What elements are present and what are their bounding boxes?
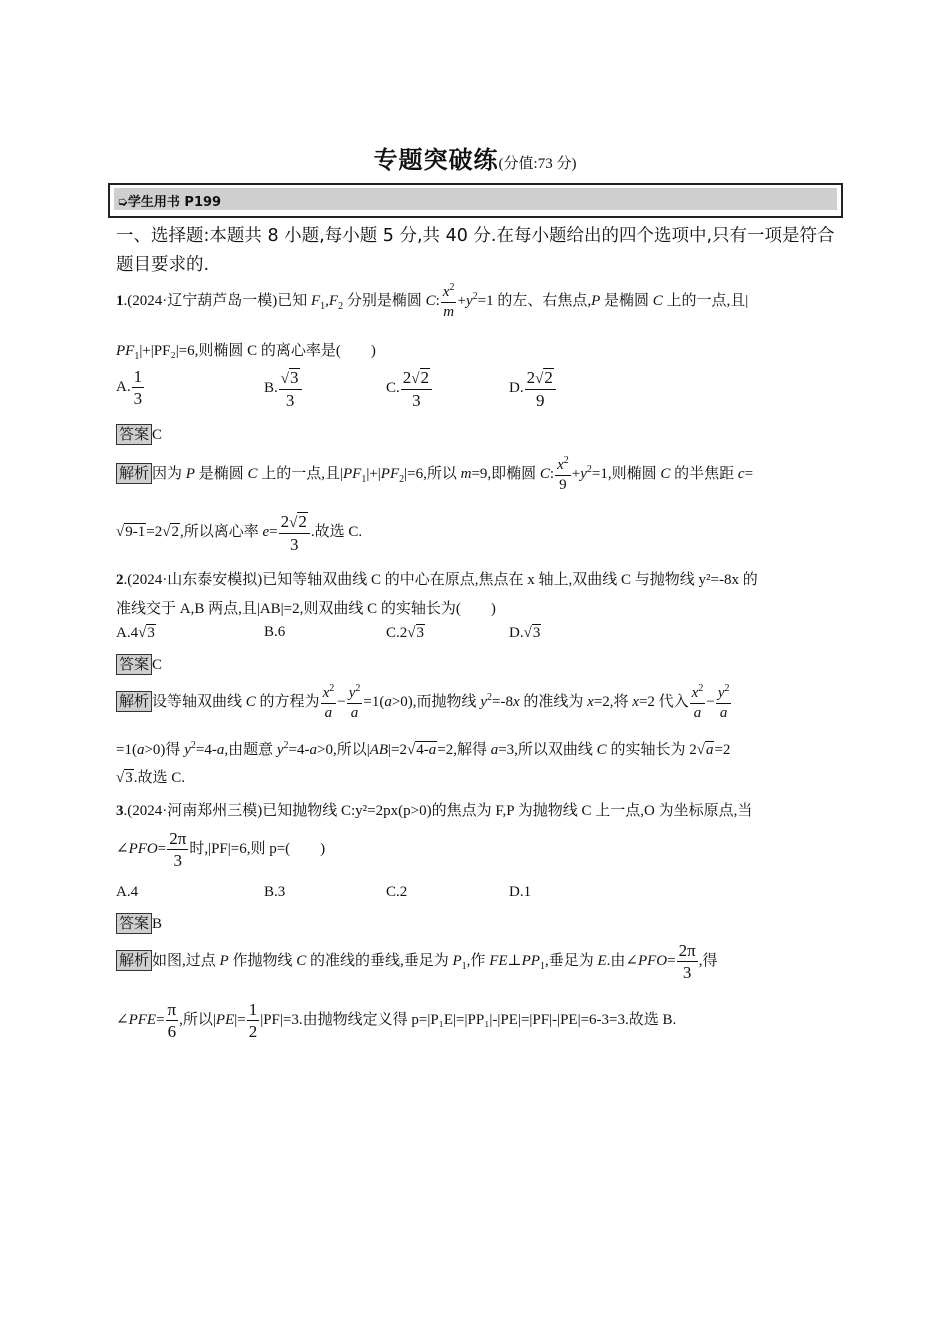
section-heading: 一、选择题:本题共 8 小题,每小题 5 分,共 40 分.在每小题给出的四个选项中,只有一项是符合题目要求的.	[116, 226, 835, 275]
analysis-label: 解析	[116, 950, 152, 971]
question-3-line-2: ∠PFO= $\frac{2\pi}{3}$ 时,|PF|=6,则 p=( )	[116, 829, 326, 870]
analysis-label: 解析	[116, 463, 152, 484]
option-d: D.√3	[509, 625, 541, 641]
question-3-line-1: 3.(2024·河南郑州三模)已知抛物线 C:y²=2px(p>0)的焦点为 F,P 为抛物线 C 上一点,O 为坐标原点,当	[116, 803, 753, 819]
option-c: C.2	[386, 884, 408, 900]
question-2-analysis-3: √3.故选 C.	[116, 770, 185, 786]
book-reference: 学生用书 P199	[127, 195, 222, 210]
book-reference-bar	[108, 183, 843, 218]
page-score: (分值:73 分)	[498, 156, 577, 172]
question-2-analysis-1: 解析 设等轴双曲线 C 的方程为 $\frac{x^2}{a}$ − $\frac{y^2}{a}$ =1(a>0),而抛物线 $y^2=-8x$ 的准线为 x=2,将 x=2 代入 $\frac{x^2}{a}$ − $\frac{y^2}{a}$	[116, 684, 732, 721]
option-a: A. $\frac{1}{3}$	[116, 367, 143, 408]
question-2-analysis-2: =1(a>0)得 $y^2=4-a$,由题意 $y^2=4-a>0$,所以|AB|=2√4-a=2,解得 a=3,所以双曲线 C 的实轴长为 2√a=2	[116, 740, 731, 758]
arrow-icon: ➭	[117, 195, 128, 210]
question-1-options	[116, 368, 145, 407]
question-1-analysis-2: √9-1=2√2,所以离心率 e= $\frac{2√2}{3}$ .故选 C.	[116, 512, 363, 554]
answer-label: 答案	[116, 913, 152, 934]
page-title: 专题突破练	[373, 146, 499, 174]
option-b: B. $\frac{√3}{3}$	[264, 368, 303, 409]
question-3-answer: 答案 B	[116, 913, 162, 934]
option-a: A.4√3	[116, 625, 155, 641]
option-c: C. $\frac{2√2}{3}$	[386, 368, 433, 409]
question-number: 1	[116, 292, 124, 309]
question-3-analysis-2: ∠PFE= $\frac{\pi}{6}$ ,所以|PE|= $\frac{1}{2}$ |PF|=3.由抛物线定义得 p=|P₁E|=|PP₁|-|PE|=|PF|-|PE|=6-3=3.故选 B.	[116, 1000, 677, 1041]
question-2-line-1: 2.(2024·山东泰安模拟)已知等轴双曲线 C 的中心在原点,焦点在 x 轴上,双曲线 C 与抛物线 y²=-8x 的	[116, 572, 758, 588]
option-c: C.2√3	[386, 625, 424, 641]
option-d: D.1	[509, 884, 532, 900]
analysis-label: 解析	[116, 691, 152, 712]
question-1-answer: 答案 C	[116, 424, 162, 445]
answer-label: 答案	[116, 424, 152, 445]
question-number: 2	[116, 572, 124, 588]
option-a: A.4	[116, 884, 139, 900]
question-1-line-2: $PF_1|+|PF_2|=6$,则椭圆 C 的离心率是( )	[116, 343, 376, 362]
answer-label: 答案	[116, 654, 152, 675]
question-1-line-1: 1.(2024·辽宁葫芦岛一模)已知 $F_1,F_2$ 分别是椭圆 C: $\frac{x^2}{m}$ $+y^2=1$ 的左、右焦点,P 是椭圆 C 上的一点,且|	[116, 282, 749, 320]
page-title-block	[0, 140, 950, 175]
question-2-answer: 答案 C	[116, 654, 162, 675]
question-2-line-2: 准线交于 A,B 两点,且|AB|=2,则双曲线 C 的实轴长为( )	[116, 601, 496, 617]
option-b: B.6	[264, 624, 286, 640]
option-d: D. $\frac{2√2}{9}$	[509, 368, 557, 409]
question-3-analysis-1: 解析 如图,过点 P 作抛物线 C 的准线的垂线,垂足为 $P_1$,作 $FE\perp PP_1$,垂足为 E.由∠PFO= $\frac{2\pi}{3}$ ,得	[116, 942, 717, 981]
question-1-analysis-1: 解析 因为 P 是椭圆 C 上的一点,且$|PF_1|+|PF_2|=6$,所以 m=9,即椭圆 C: $\frac{x^2}{9}$ $+y^2=1$,则椭圆 C 的半焦距 c=	[116, 456, 753, 493]
option-b: B.3	[264, 884, 286, 900]
question-number: 3	[116, 803, 124, 819]
